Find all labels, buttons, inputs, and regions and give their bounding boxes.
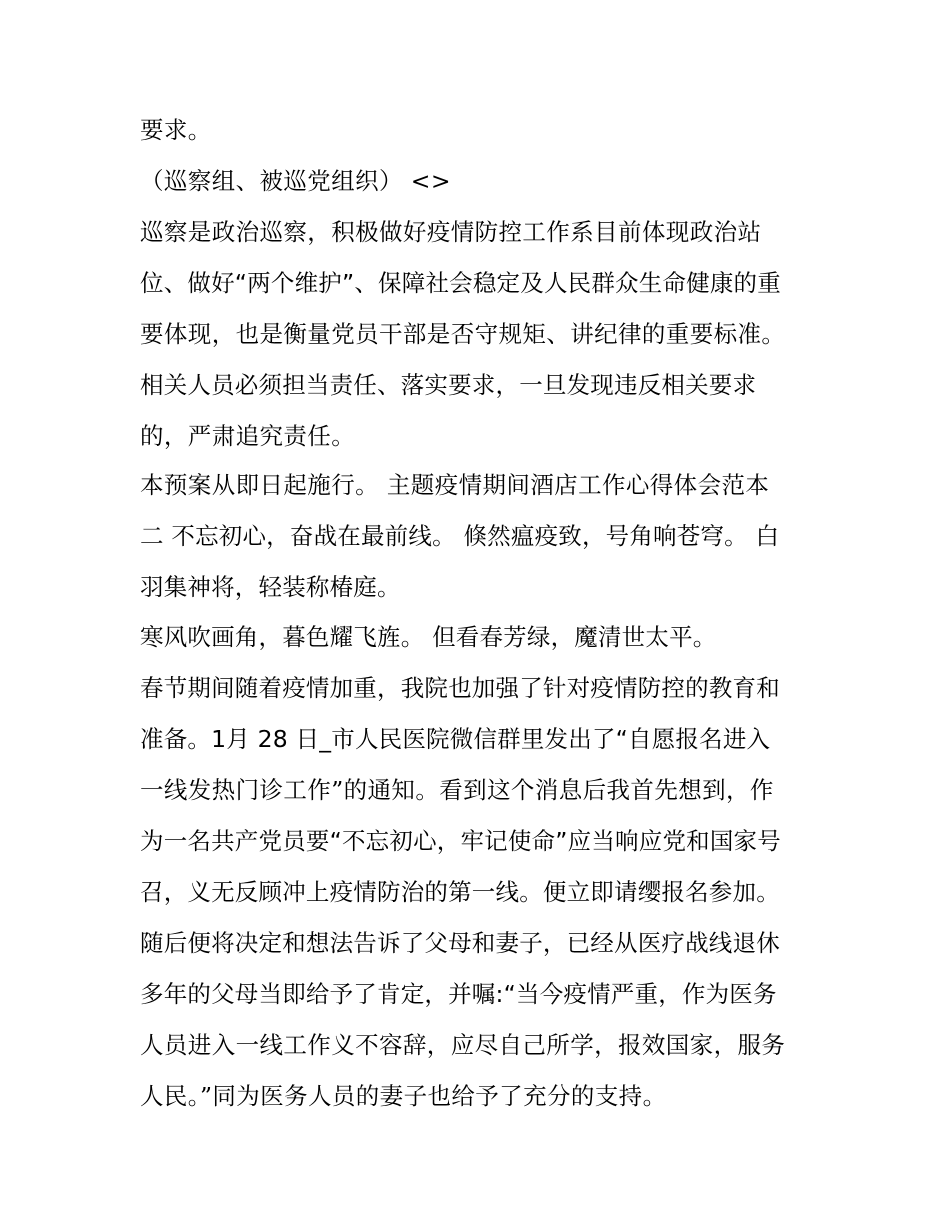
- text-line: 本预案从即日起施行。 主题疫情期间酒店工作心得体会范本: [140, 471, 770, 499]
- text-line: 准备。1月 28 日_市人民医院微信群里发出了“自愿报名进入: [140, 725, 771, 753]
- text-line: 为一名共产党员要“不忘初心，牢记使命”应当响应党和国家号: [140, 827, 781, 855]
- text-line: 多年的父母当即给予了肯定，并嘱:“当今疫情严重，作为医务: [140, 980, 777, 1008]
- text-line: 随后便将决定和想法告诉了父母和妻子，已经从医疗战线退休: [140, 929, 780, 957]
- text-line: 位、做好“两个维护”、保障社会稳定及人民群众生命健康的重: [140, 269, 781, 297]
- text-line: 一线发热门诊工作”的通知。看到这个消息后我首先想到，作: [140, 776, 774, 804]
- text-line: 要求。: [140, 116, 212, 144]
- text-line: 相关人员必须担当责任、落实要求，一旦发现违反相关要求: [140, 371, 757, 399]
- text-line: （巡察组、被巡党组织） <>: [140, 167, 451, 195]
- text-line: 羽集神将，轻装称椿庭。: [140, 573, 401, 601]
- text-line: 二 不忘初心，奋战在最前线。 倏然瘟疫致，号角响苍穹。 白: [140, 522, 780, 550]
- text-line: 寒风吹画角，暮色耀飞旌。 但看春芳绿，魔清世太平。: [140, 623, 717, 651]
- text-line: 的，严肃追究责任。: [140, 422, 356, 450]
- text-line: 春节期间随着疫情加重，我院也加强了针对疫情防控的教育和: [140, 674, 780, 702]
- text-line: 要体现，也是衡量党员干部是否守规矩、讲纪律的重要标准。: [140, 320, 786, 348]
- text-line: 召，义无反顾冲上疫情防治的第一线。便立即请缨报名参加。: [140, 878, 780, 906]
- text-line: 人员进入一线工作义不容辞，应尽自己所学，报效国家，服务: [140, 1031, 786, 1059]
- text-line: 人民。”同为医务人员的妻子也给予了充分的支持。: [140, 1082, 667, 1110]
- text-line: 巡察是政治巡察，积极做好疫情防控工作系目前体现政治站: [140, 218, 762, 246]
